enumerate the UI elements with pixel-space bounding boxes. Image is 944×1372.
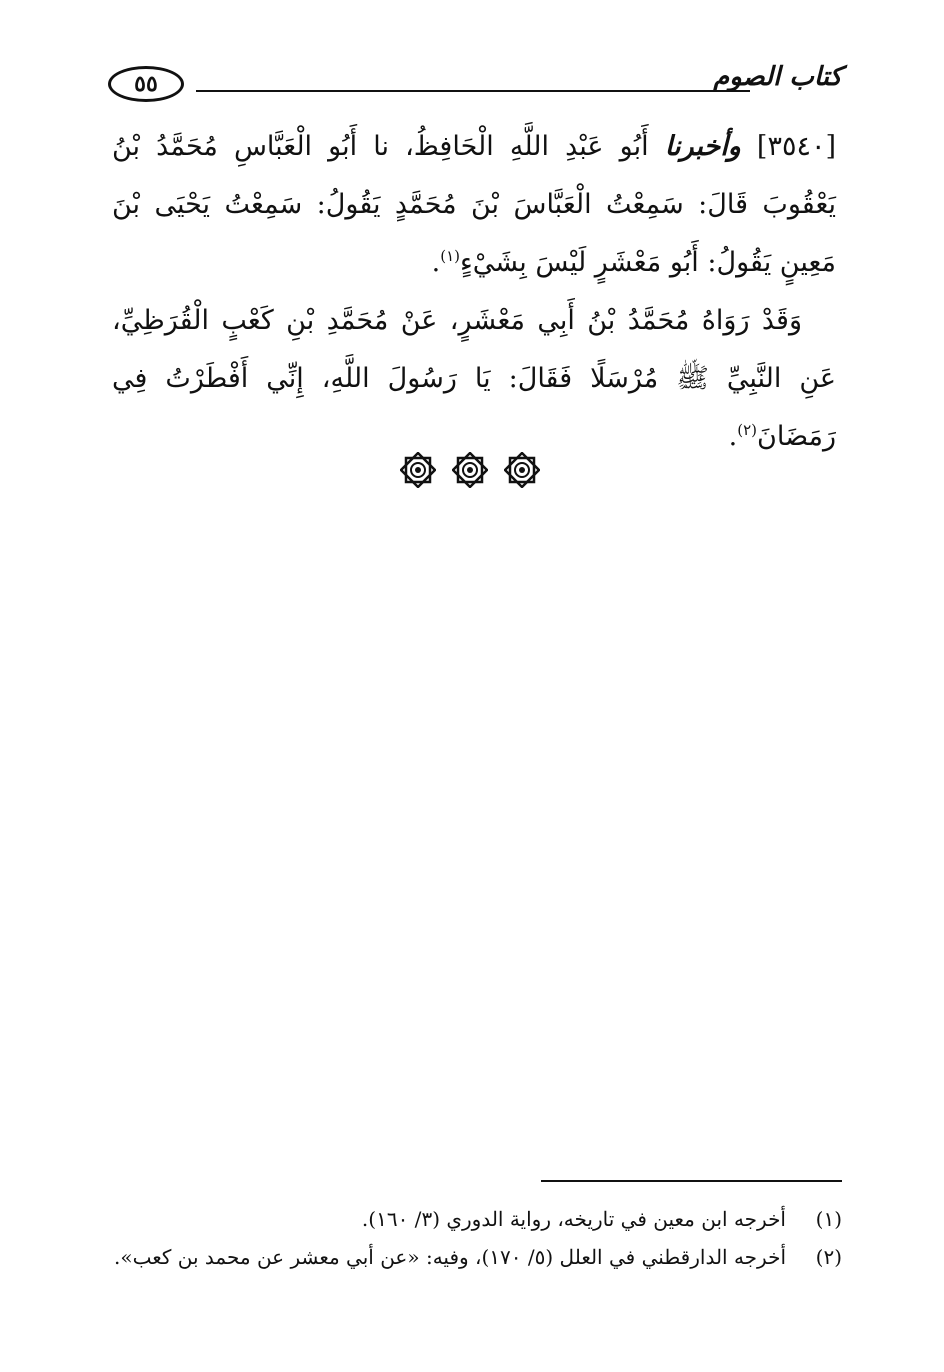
star-flower-ornament-icon: [504, 452, 540, 488]
main-text: [112, 118, 836, 466]
book-title: كتاب الصوم: [713, 62, 842, 92]
footnote-2: [112, 1238, 842, 1276]
footnote-rule: [541, 1180, 842, 1182]
hadith-number: [٣٥٤٠]: [756, 131, 836, 162]
footnote-text: أخرجه الدارقطني في العلل (٥/ ١٧٠)، وفيه: «عن أبي معشر عن محمد بن كعب».: [114, 1245, 786, 1269]
hadith-end-mark: .: [431, 247, 441, 278]
footnote-1: [112, 1200, 842, 1238]
footnote-ref-1: (١): [440, 247, 461, 265]
narration-end-mark: .: [728, 421, 738, 452]
narration-text: وَقَدْ رَوَاهُ مُحَمَّدُ بْنُ أَبِي مَعْشَرٍ، عَنْ مُحَمَّدِ بْنِ كَعْبٍ الْقُرَظِيِّ، عَنِ النَّبِيِّ ﷺ مُرْسَلًا فَقَالَ: يَا رَسُولَ اللَّهِ، إِنِّي أَفْطَرْتُ فِي رَمَضَانَ: [112, 305, 836, 452]
narration-paragraph: [112, 292, 836, 466]
section-ornament: [400, 452, 540, 492]
star-flower-ornament-icon: [400, 452, 436, 488]
footnote-number: (٢): [815, 1245, 842, 1269]
footnote-number: (١): [815, 1207, 842, 1231]
star-flower-ornament-icon: [452, 452, 488, 488]
hadith-paragraph: [112, 118, 836, 292]
footnote-text: أخرجه ابن معين في تاريخه، رواية الدوري (٣/ ١٦٠).: [361, 1207, 786, 1231]
hadith-text: أَبُو عَبْدِ اللَّهِ الْحَافِظُ، نا أَبُو الْعَبَّاسِ مُحَمَّدُ بْنُ يَعْقُوبَ قَالَ: سَمِعْتُ الْعَبَّاسَ بْنَ مُحَمَّدٍ يَقُولُ: سَمِعْتُ يَحْيَى بْنَ مَعِينٍ يَقُولُ: أَبُو مَعْشَرٍ لَيْسَ بِشَيْءٍ: [112, 131, 836, 278]
page-header: [100, 62, 842, 112]
intro-word: وأخبرنا: [664, 131, 741, 162]
header-rule: [196, 90, 750, 92]
footnotes: [112, 1200, 842, 1276]
footnote-ref-2: (٢): [737, 421, 758, 439]
page-number: ٥٥: [108, 66, 184, 102]
